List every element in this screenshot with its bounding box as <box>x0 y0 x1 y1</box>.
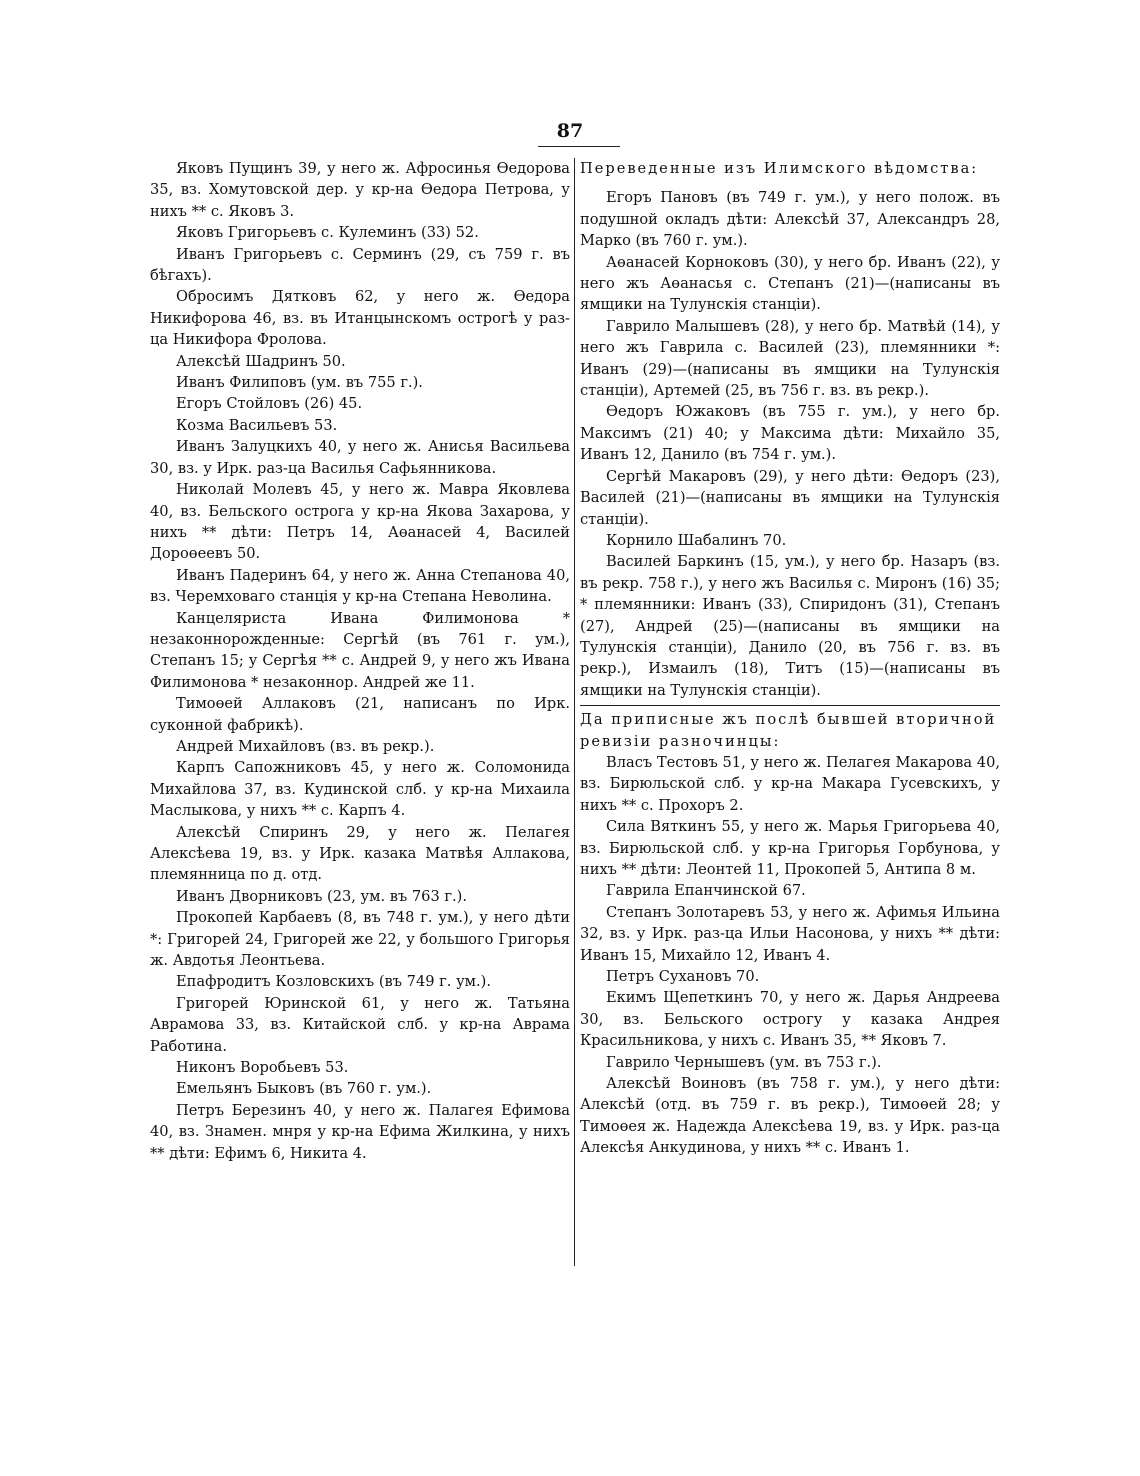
section-heading: Переведенные изъ Илимского вѣдомства: <box>580 160 979 177</box>
entry: Емельянъ Быковъ (въ 760 г. ум.). <box>176 1080 432 1098</box>
entry: Өедоръ Южаковъ (въ 755 г. ум.), у него бр. Максимъ (21) 40; у Максима дѣти: Михайло 35, Иванъ 12, Данило (въ 754 г. ум.). <box>580 403 1000 464</box>
entry: Козма Васильевъ 53. <box>176 416 338 434</box>
column-separator <box>574 158 575 1266</box>
entry: Степанъ Золотаревъ 53, у него ж. Афимья Ильина 32, вз. у Ирк. раз-ца Ильи Насонова, у нихъ ** дѣти: Иванъ 15, Михайло 12, Иванъ 4. <box>580 903 1000 964</box>
entry: Обросимъ Дятковъ 62, у него ж. Өедора Никифорова 46, вз. въ Итанцынскомъ острогѣ у раз-ца Никифора Фролова. <box>150 288 570 349</box>
entry: Корнило Шабалинъ 70. <box>606 531 787 549</box>
entry: Иванъ Филиповъ (ум. въ 755 г.). <box>176 374 423 392</box>
page-number: 87 <box>556 120 584 142</box>
entry: Прокопей Карбаевъ (8, въ 748 г. ум.), у него дѣти *: Григорей 24, Григорей же 22, у большого Григорья ж. Авдотья Леонтьева. <box>150 909 570 970</box>
section-heading: Да приписные жъ послѣ бывшей вторичной ревизіи разночинцы: <box>580 711 997 750</box>
entry: Николай Молевъ 45, у него ж. Мавра Яковлева 40, вз. Бельского острога у кр-на Якова Захарова, у нихъ ** дѣти: Петръ 14, Аөанасей 4, Василей Дороөеевъ 50. <box>150 481 570 563</box>
entry: Иванъ Григорьевъ с. Серминъ (29, съ 759 г. въ бѣгахъ). <box>150 245 570 285</box>
entry: Иванъ Падеринъ 64, у него ж. Анна Степанова 40, вз. Черемховаго станція у кр-на Степана Неволина. <box>150 566 570 606</box>
entry: Гаврила Епанчинской 67. <box>606 882 806 900</box>
entry: Алексѣй Шадринъ 50. <box>176 352 346 370</box>
entry: Гаврило Чернышевъ (ум. въ 753 г.). <box>606 1053 882 1071</box>
entry: Андрей Михайловъ (вз. въ рекр.). <box>176 737 435 755</box>
entry: Алексѣй Воиновъ (въ 758 г. ум.), у него дѣти: Алексѣй (отд. въ 759 г. въ рекр.), Тимоөей 28; у Тимоөея ж. Надежда Алексѣева 19, вз. у Ирк. раз-ца Алексѣя Анкудинова, у нихъ ** с. Иванъ 1. <box>580 1075 1000 1157</box>
entry: Никонъ Воробьевъ 53. <box>176 1059 349 1077</box>
entry: Карпъ Сапожниковъ 45, у него ж. Соломонида Михайлова 37, вз. Кудинской слб. у кр-на Михаила Маслыкова, у нихъ ** с. Карпъ 4. <box>150 759 570 820</box>
entry: Егоръ Стойловъ (26) 45. <box>176 395 363 413</box>
entry: Екимъ Щепеткинъ 70, у него ж. Дарья Андреева 30, вз. Бельского острогу у казака Андрея Красильникова, у нихъ с. Иванъ 35, ** Яковъ 7. <box>580 989 1000 1050</box>
entry: Аөанасей Корноковъ (30), у него бр. Иванъ (22), у него жъ Аөанасья с. Степанъ (21)—(написаны въ ямщики на Тулунскія станціи). <box>580 253 1000 314</box>
entry: Тимоөей Аллаковъ (21, написанъ по Ирк. суконной фабрикѣ). <box>150 695 570 734</box>
entry: Петръ Сухановъ 70. <box>606 968 760 986</box>
section-divider <box>580 705 1000 706</box>
entry: Гаврило Малышевъ (28), у него бр. Матвѣй (14), у него жъ Гаврила с. Василей (23), племянники *: Иванъ (29)—(написаны въ ямщики на Тулунскія станціи), Артемей (25, въ 756 г. вз. въ рекр.). <box>580 317 1000 400</box>
entry: Канцеляриста Ивана Филимонова * незаконнорожденные: Сергѣй (въ 761 г. ум.), Степанъ 15; у Сергѣя ** с. Андрей 9, у него жъ Ивана Филимонова * незаконнор. Андрей же 11. <box>150 609 570 691</box>
entry: Власъ Тестовъ 51, у него ж. Пелагея Макарова 40, вз. Бирюльской слб. у кр-на Макара Гусевскихъ, у нихъ ** с. Прохоръ 2. <box>580 753 1000 814</box>
entry: Епафродитъ Козловскихъ (въ 749 г. ум.). <box>176 973 491 991</box>
entry: Яковъ Пущинъ 39, у него ж. Афросинья Өедорова 35, вз. Хомутовской дер. у кр-на Өедора Петрова, у нихъ ** с. Яковъ 3. <box>150 160 570 220</box>
entry: Иванъ Залуцкихъ 40, у него ж. Анисья Васильева 30, вз. у Ирк. раз-ца Василья Сафьянникова. <box>150 438 570 477</box>
right-column <box>580 158 1000 1159</box>
entry: Сергѣй Макаровъ (29), у него дѣти: Өедоръ (23), Василей (21)—(написаны въ ямщики на Тулунскія станціи). <box>580 467 1000 528</box>
entry: Егоръ Пановъ (въ 749 г. ум.), у него полож. въ подушной окладъ дѣти: Алексѣй 37, Александръ 28, Марко (въ 760 г. ум.). <box>580 189 1000 250</box>
entry: Сила Вяткинъ 55, у него ж. Марья Григорьева 40, вз. Бирюльской слб. у кр-на Григорья Горбунова, у нихъ ** дѣти: Леонтей 11, Прокопей 5, Антипа 8 м. <box>580 818 1000 878</box>
spacer <box>580 179 1000 187</box>
entry: Алексѣй Спиринъ 29, у него ж. Пелагея Алексѣева 19, вз. у Ирк. казака Матвѣя Аллакова, племянница по д. отд. <box>150 823 570 884</box>
entry: Василей Баркинъ (15, ум.), у него бр. Назаръ (вз. въ рекр. 758 г.), у него жъ Василья с. Миронъ (16) 35; * племянники: Иванъ (33), Спиридонъ (31), Степанъ (27), Андрей (25)—(написаны въ ямщики на Тулунскія станціи), Данило (20, въ 756 г. вз. въ рекр.), Измаилъ (18), Титъ (15)—(написаны въ ямщики на Тулунскія станціи). <box>580 553 1000 699</box>
entry: Петръ Березинъ 40, у него ж. Палагея Ефимова 40, вз. Знамен. мнря у кр-на Ефима Жилкина, у нихъ ** дѣти: Ефимъ 6, Никита 4. <box>150 1101 570 1162</box>
entry: Яковъ Григорьевъ с. Кулеминъ (33) 52. <box>176 224 479 242</box>
entry: Григорей Юринской 61, у него ж. Татьяна Аврамова 33, вз. Китайской слб. у кр-на Аврама Работина. <box>150 994 570 1055</box>
page-number-rule <box>538 146 620 147</box>
left-column <box>150 158 570 1164</box>
entry: Иванъ Дворниковъ (23, ум. въ 763 г.). <box>176 887 468 905</box>
